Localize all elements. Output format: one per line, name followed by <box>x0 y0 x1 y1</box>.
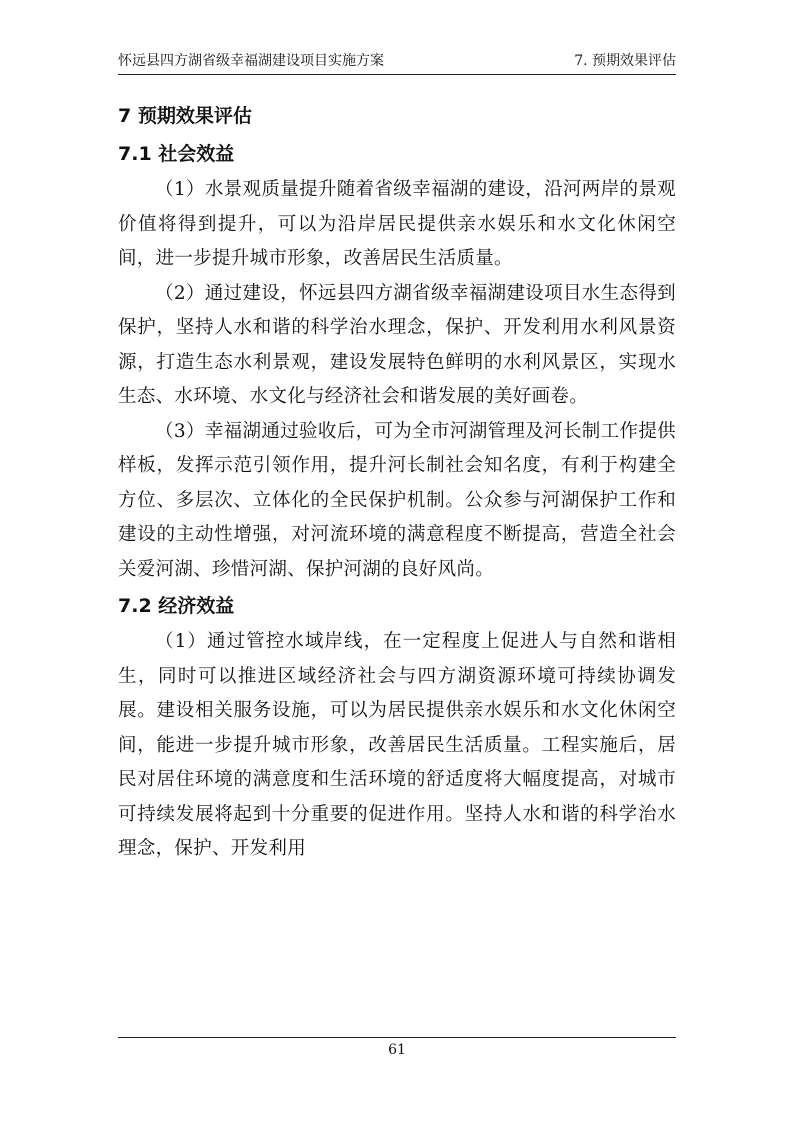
section-title-social-benefits: 7.1 社会效益 <box>118 143 235 165</box>
paragraph: （1）水景观质量提升随着省级幸福湖的建设，沿河两岸的景观价值将得到提升，可以为沿岸居民提供亲水娱乐和水文化休闲空间，进一步提升城市形象，改善居民生活质量。 <box>118 179 676 269</box>
header-document-title: 怀远县四方湖省级幸福湖建设项目实施方案 <box>118 53 384 69</box>
paragraph: （1）通过管控水域岸线，在一定程度上促进人与自然和谐相生，同时可以推进区域经济社会与四方湖资源环境可持续协调发展。建设相关服务设施，可以为居民提供亲水娱乐和水文化休闲空间，能进一步提升城市形象，改善居民生活质量。工程实施后，居民对居住环境的满意度和生活环境的舒适度将大幅度提高，对城市可持续发展将起到十分重要的促进作用。坚持人水和谐的科学治水理念，保护、开发利用 <box>118 631 676 859</box>
page-header <box>118 50 676 75</box>
section-title-economic-benefits: 7.2 经济效益 <box>118 595 235 617</box>
page-number: 61 <box>388 1042 406 1058</box>
header-section-title: 7. 预期效果评估 <box>574 53 676 69</box>
paragraph: （3）幸福湖通过验收后，可为全市河湖管理及河长制工作提供样板，发挥示范引领作用，提升河长制社会知名度，有利于构建全方位、多层次、立体化的全民保护机制。公众参与河湖保护工作和建设的主动性增强，对河流环境的满意程度不断提高，营造全社会关爱河湖、珍惜河湖、保护河湖的良好风尚。 <box>118 420 676 580</box>
paragraph: （2）通过建设，怀远县四方湖省级幸福湖建设项目水生态得到保护，坚持人水和谐的科学治水理念，保护、开发利用水利风景资源，打造生态水利景观，建设发展特色鲜明的水利风景区，实现水生态、水环境、水文化与经济社会和谐发展的美好画卷。 <box>118 282 676 407</box>
chapter-title: 7 预期效果评估 <box>118 105 252 127</box>
page-footer <box>118 1037 676 1059</box>
page-content <box>118 97 676 867</box>
